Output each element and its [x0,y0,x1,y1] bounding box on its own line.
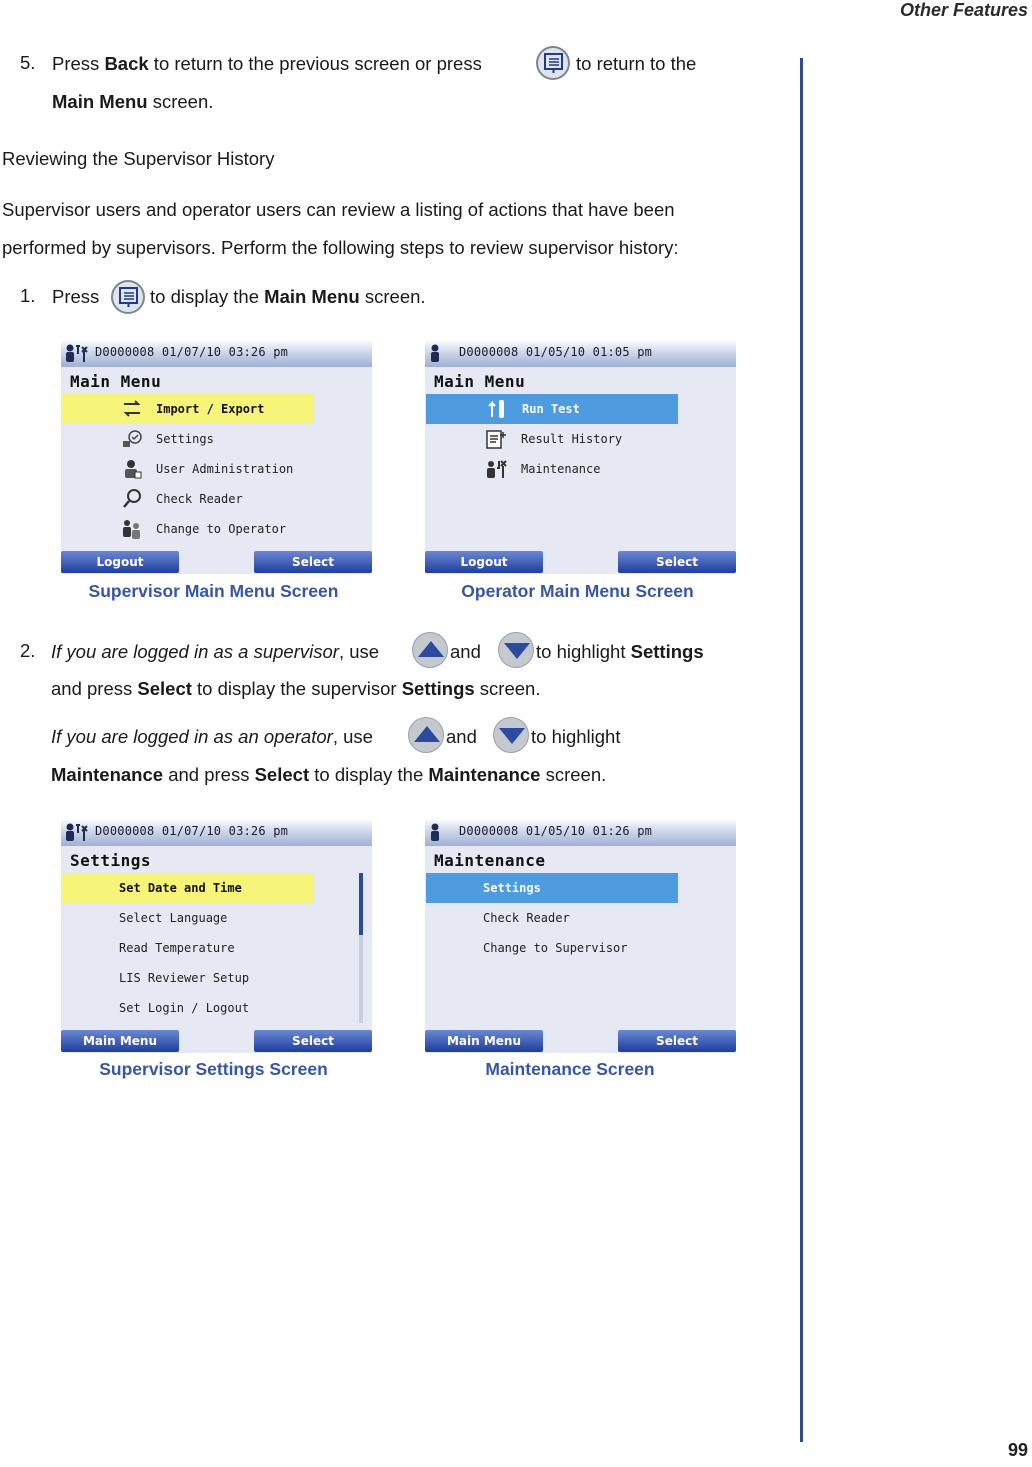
select-button[interactable]: Select [618,1030,736,1052]
status-text: D0000008 01/07/10 03:26 pm [95,345,289,359]
result-history-icon [485,428,507,450]
menu-item-change-to-operator[interactable]: Change to Operator [61,514,314,544]
screen-title: Settings [70,851,152,870]
import-export-icon [121,398,143,420]
down-arrow-button-icon [493,717,529,753]
menu-item-run-test[interactable]: Run Test [426,394,678,424]
check-reader-icon [121,488,143,510]
logout-button[interactable]: Logout [425,551,543,573]
menu-item-change-to-supervisor[interactable]: Change to Supervisor [483,941,628,955]
step-1-press: Press [52,286,100,307]
intro-line-2: performed by supervisors. Perform the following steps to review supervisor history: [2,237,679,258]
step-2-line-3-end: to highlight [531,726,621,747]
status-bar [61,339,372,367]
caption-operator-main-menu: Operator Main Menu Screen [461,581,694,601]
supervisor-user-icon [64,343,90,363]
select-button[interactable]: Select [254,1030,372,1052]
status-bar [61,818,372,846]
menu-item-check-reader[interactable]: Check Reader [61,484,314,514]
step-2-and: and [450,641,481,662]
menu-button-icon [536,46,570,80]
operator-user-icon [428,822,454,842]
menu-item-import-export[interactable]: Import / Export [61,394,314,424]
supervisor-user-icon [64,822,90,842]
step-1-rest: to display the Main Menu screen. [150,286,426,307]
run-test-icon [486,398,508,420]
step-5-line-1: Press Back to return to the previous screen or press [52,53,482,74]
step-2-line-4: Maintenance and press Select to display the Maintenance screen. [51,764,607,785]
menu-item-maintenance[interactable]: Maintenance [425,454,678,484]
step-5-line-1-end: to return to the [576,53,697,74]
menu-button-icon [111,280,145,314]
logout-button[interactable]: Logout [61,551,179,573]
step-2-line-1-start: If you are logged in as a supervisor, use [51,641,380,662]
step-1-number: 1. [20,285,36,306]
margin-rule [800,58,803,1442]
step-5-number: 5. [20,52,36,73]
maintenance-icon [485,458,507,480]
status-bar [425,339,736,367]
select-button[interactable]: Select [254,551,372,573]
status-text: D0000008 01/05/10 01:05 pm [459,345,653,359]
status-text: D0000008 01/05/10 01:26 pm [459,824,653,838]
up-arrow-button-icon [412,632,448,668]
menu-item-settings[interactable]: Settings [426,873,678,903]
status-text: D0000008 01/07/10 03:26 pm [95,824,289,838]
menu-item-read-temperature[interactable]: Read Temperature [119,941,235,955]
screen-title: Main Menu [70,372,162,391]
step-2-and-2: and [446,726,477,747]
settings-icon [121,428,143,450]
maintenance-screen [425,818,736,1053]
menu-item-select-language[interactable]: Select Language [119,911,228,925]
supervisor-settings-screen [61,818,372,1053]
main-menu-button[interactable]: Main Menu [61,1030,179,1052]
menu-item-lis-reviewer-setup[interactable]: LIS Reviewer Setup [119,971,250,985]
down-arrow-button-icon [498,632,534,668]
intro-line-1: Supervisor users and operator users can review a listing of actions that have been [2,199,675,220]
scrollbar-thumb[interactable] [359,873,363,935]
page-number: 99 [1007,1440,1028,1460]
section-heading: Reviewing the Supervisor History [2,148,275,169]
menu-item-settings[interactable]: Settings [61,424,314,454]
change-user-icon [121,518,143,540]
operator-main-menu-screen [425,339,736,574]
user-admin-icon [121,458,143,480]
up-arrow-button-icon [408,717,444,753]
menu-item-check-reader[interactable]: Check Reader [483,911,570,925]
select-button[interactable]: Select [618,551,736,573]
screen-title: Maintenance [434,851,546,870]
caption-supervisor-settings: Supervisor Settings Screen [99,1059,328,1079]
menu-item-result-history[interactable]: Result History [425,424,678,454]
caption-maintenance: Maintenance Screen [485,1059,655,1079]
menu-item-set-date-time[interactable]: Set Date and Time [61,873,314,903]
menu-item-user-administration[interactable]: User Administration [61,454,314,484]
supervisor-main-menu-screen [61,339,372,574]
menu-item-set-login-logout[interactable]: Set Login / Logout [119,1001,250,1015]
step-5-line-2: Main Menu screen. [52,91,214,112]
scrollbar[interactable] [359,873,363,1023]
screen-title: Main Menu [434,372,526,391]
main-menu-button[interactable]: Main Menu [425,1030,543,1052]
step-2-number: 2. [20,640,36,661]
section-header: Other Features [899,0,1028,20]
step-2-line-3-start: If you are logged in as an operator, use [51,726,373,747]
status-bar [425,818,736,846]
caption-supervisor-main-menu: Supervisor Main Menu Screen [88,581,339,601]
step-2-line-2: and press Select to display the supervisor Settings screen. [51,678,541,699]
operator-user-icon [428,343,454,363]
step-2-line-1-end: to highlight Settings [536,641,704,662]
